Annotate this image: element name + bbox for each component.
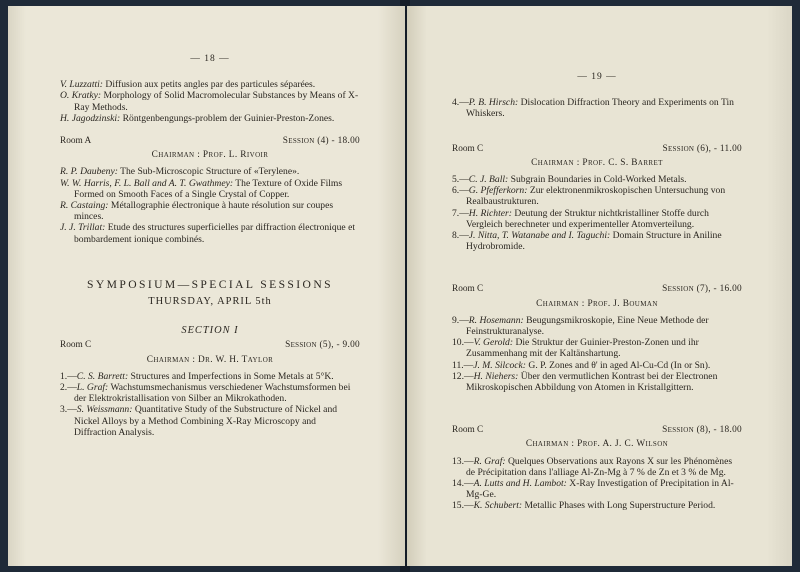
entry-author: S. Weissmann:	[76, 404, 133, 416]
entry-title: X-Ray Investigation of Precipitation in Al-Mg-Ge.	[466, 478, 734, 501]
entry-author: H. Niehers:	[473, 370, 519, 382]
entry-title: The Sub-Microscopic Structure of «Terylene».	[120, 166, 300, 178]
entry-author: G. Pfefferkorn:	[468, 185, 528, 197]
entry-number: 13.—	[452, 455, 474, 467]
entry-author: R. Hosemann:	[468, 314, 524, 326]
entry-author: C. S. Barrett:	[76, 370, 129, 382]
entry-title: Die Struktur der Guinier-Preston-Zonen und ihr Zusammenhang mit der Kaltänshartung.	[466, 337, 699, 360]
entry-author: O. Kratky:	[60, 90, 102, 102]
program-entry	[60, 113, 360, 124]
section-heading: SECTION I	[181, 325, 239, 337]
entry-title: Quelques Observations aux Rayons X sur les Phénomènes de Précipitation dans l'alliage Al-Zn-Mg à 7 % de Zn et 3 % de Mg.	[466, 455, 733, 478]
entry-author: W. W. Harris, F. L. Ball and A. T. Gwathmey:	[60, 177, 234, 189]
entry-title: Métallographie électronique à haute résolution sur coupes minces.	[74, 200, 334, 223]
session-label: Session (8), - 18.00	[662, 425, 742, 436]
entry-list	[452, 315, 742, 393]
entry-number: 9.—	[452, 314, 469, 326]
entry-number: 11.—	[452, 359, 474, 371]
entry-author: V. Gerold:	[473, 337, 514, 349]
session-label: Session (7), - 16.00	[662, 284, 742, 295]
entry-list	[452, 456, 742, 512]
entry-title: Structures and Imperfections in Some Metals at 5°K.	[130, 370, 334, 382]
program-entry	[60, 200, 360, 222]
program-entry	[60, 90, 360, 112]
entry-title: Zur elektronenmikroskopischen Untersuchung von Realbaustrukturen.	[466, 185, 726, 208]
entry-number: 1.—	[60, 370, 77, 382]
page-number: — 19 —	[577, 72, 617, 82]
chairman-line: Chairman : Dr. W. H. Taylor	[146, 354, 274, 365]
entry-author: C. J. Ball:	[468, 174, 509, 186]
entry-author: H. Jagodzinski:	[60, 112, 121, 124]
entry-number: 8.—	[452, 230, 469, 242]
session-label: Session (6), - 11.00	[662, 143, 742, 154]
date-heading: THURSDAY, APRIL 5th	[148, 296, 272, 308]
program-entry	[60, 371, 360, 382]
entry-number: 6.—	[452, 185, 469, 197]
program-entry	[452, 208, 742, 230]
entry-number: 4.—	[452, 97, 469, 109]
page-number: — 18 —	[190, 54, 230, 64]
entry-number: 5.—	[452, 174, 469, 186]
left-page	[8, 6, 405, 566]
chairman-line: Chairman : Prof. C. S. Barret	[531, 157, 663, 168]
program-entry	[452, 360, 742, 371]
entry-number: 2.—	[60, 382, 77, 394]
entry-list	[60, 79, 360, 124]
entry-title: Domain Structure in Aniline Hydrobromide.	[466, 230, 722, 253]
program-entry	[452, 456, 742, 478]
room-label: Room C	[452, 143, 484, 154]
program-entry	[452, 337, 742, 359]
entry-title: Wachstumsmechanismus verschiedener Wachstumsformen bei der Elektrokristallisation von Silber an Mikrokathoden.	[74, 382, 351, 405]
entry-author: R. Graf:	[473, 455, 506, 467]
entry-title: Quantitative Study of the Substructure of Nickel and Nickel Alloys by a Method Combining X-Ray Microscopy and Diffraction Analysis.	[74, 404, 338, 438]
entry-title: Beugungsmikroskopie, Eine Neue Methode der Feinstrukturanalyse.	[466, 314, 709, 338]
program-entry	[452, 478, 742, 500]
symposium-title: SYMPOSIUM—SPECIAL SESSIONS	[87, 277, 333, 291]
entry-title: Morphology of Solid Macromolecular Substances by Means of X-Ray Methods.	[74, 90, 359, 113]
entry-author: V. Luzzatti:	[60, 79, 104, 91]
session-label: Session (4) - 18.00	[282, 136, 360, 147]
right-page-content	[452, 72, 742, 512]
program-entry	[60, 382, 360, 404]
entry-title: Über den vermutlichen Kontrast bei der Electronen Mikroskopischen Abbildung von Atomen in Kristallgittern.	[466, 370, 718, 394]
entry-title: Diffusion aux petits angles par des particules séparées.	[105, 79, 316, 91]
program-entry	[452, 315, 742, 337]
entry-list	[60, 166, 360, 244]
entry-author: P. B. Hirsch:	[468, 97, 519, 109]
entry-author: J. Nitta, T. Watanabe and I. Taguchi:	[468, 230, 611, 242]
room-label: Room C	[452, 425, 484, 436]
left-page-content	[60, 54, 360, 438]
entry-author: A. Lutts and H. Lambot:	[473, 478, 567, 490]
entry-list	[452, 97, 742, 119]
entry-list	[60, 371, 360, 438]
session-header	[60, 340, 360, 351]
program-entry	[452, 230, 742, 252]
entry-title: G. P. Zones and θ' in aged Al-Cu-Cd (In or Sn).	[528, 359, 711, 371]
entry-number: 12.—	[452, 370, 474, 382]
program-entry	[60, 222, 360, 244]
session-header	[452, 425, 742, 436]
entry-author: R. Castaing:	[60, 200, 109, 212]
entry-title: The Texture of Oxide Films Formed on Smooth Faces of a Single Crystal of Copper.	[74, 177, 343, 200]
program-entry	[60, 79, 360, 90]
session-header	[452, 144, 742, 155]
program-entry	[60, 178, 360, 200]
entry-title: Röntgenbengungs-problem der Guinier-Preston-Zones.	[122, 112, 335, 124]
chairman-line: Chairman : Prof. L. Rivoir	[151, 150, 269, 161]
entry-number: 7.—	[452, 207, 469, 219]
entry-title: Deutung der Struktur nichtkristalliner Stoffe durch Vergleich berechneter und experimenteller Atomverteilung.	[466, 207, 709, 230]
room-label: Room C	[452, 284, 484, 295]
entry-title: Metallic Phases with Long Superstructure Period.	[524, 500, 716, 512]
session-header	[452, 284, 742, 295]
session-header	[60, 136, 360, 147]
entry-title: Dislocation Diffraction Theory and Experiments on Tin Whiskers.	[466, 97, 734, 120]
room-label: Room C	[60, 340, 92, 351]
program-entry	[60, 404, 360, 438]
entry-author: J. J. Trillat:	[60, 222, 106, 234]
entry-author: R. P. Daubeny:	[60, 166, 118, 178]
entry-author: L. Graf:	[76, 382, 109, 394]
chairman-line: Chairman : Prof. J. Bouman	[536, 298, 658, 309]
entry-title: Subgrain Boundaries in Cold-Worked Metals.	[510, 174, 687, 186]
right-page	[407, 6, 792, 566]
entry-author: J. M. Silcock:	[473, 359, 526, 371]
program-entry	[452, 185, 742, 207]
program-entry	[452, 174, 742, 185]
entry-number: 15.—	[452, 500, 474, 512]
entry-author: K. Schubert:	[473, 500, 523, 512]
entry-list	[452, 174, 742, 252]
program-entry	[452, 371, 742, 393]
entry-number: 10.—	[452, 337, 474, 349]
entry-title: Etude des structures superficielles par diffraction électronique et bombardement ionique combinés.	[74, 222, 356, 245]
program-entry	[452, 97, 742, 119]
room-label: Room A	[60, 136, 92, 147]
chairman-line: Chairman : Prof. A. J. C. Wilson	[525, 439, 669, 450]
program-entry	[60, 166, 360, 177]
entry-number: 3.—	[60, 404, 77, 416]
entry-number: 14.—	[452, 478, 474, 490]
program-entry	[452, 500, 742, 511]
entry-author: H. Richter:	[468, 207, 512, 219]
session-label: Session (5), - 9.00	[285, 340, 360, 351]
